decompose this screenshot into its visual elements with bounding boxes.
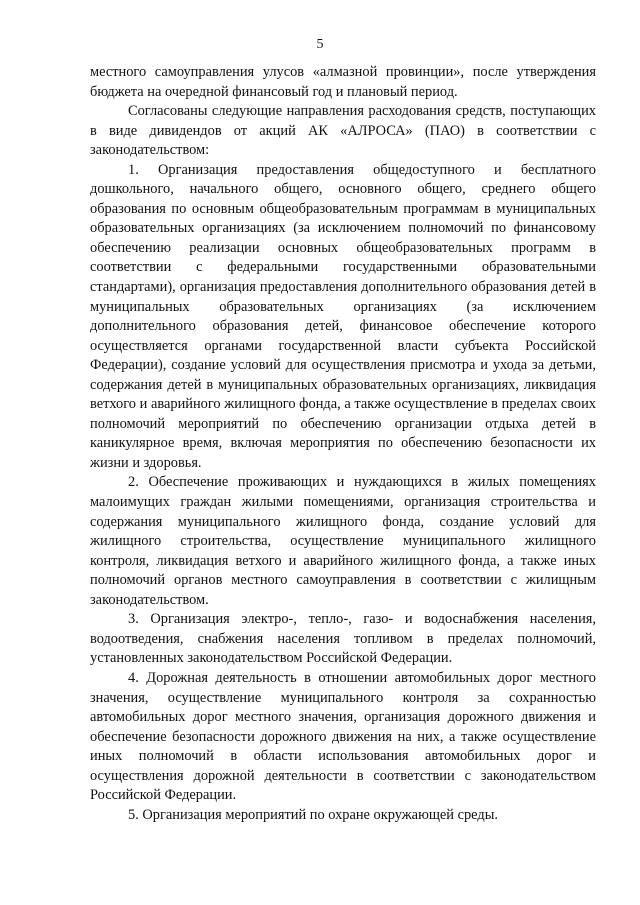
paragraph-continuation: местного самоуправления улусов «алмазной провинции», после утверждения бюджета на очередной финансовый год и плановый период. (90, 64, 596, 100)
list-item-3: 3. Организация электро-, тепло-, газо- и водоснабжения населения, водоотведения, снабжения населения топливом в пределах полномочий, установленных законодательством Российской Федерации. (90, 611, 596, 667)
list-item-2: 2. Обеспечение проживающих и нуждающихся в жилых помещениях малоимущих граждан жилыми помещениями, организация строительства и содержания муниципального жилищного фонда, создание условий для жилищного строительства, осуществление муниципального жилищного контроля, ликвидация ветхого и аварийного жилищного фонда, а также иных полномочий органов местного самоуправления в соответствии с жилищным законодательством. (90, 474, 596, 608)
paragraph-intro: Согласованы следующие направления расходования средств, поступающих в виде дивидендов от акций АК «АЛРОСА» (ПАО) в соответствии с законодательством: (90, 103, 596, 159)
list-item-1: 1. Организация предоставления общедоступного и бесплатного дошкольного, начального общего, основного общего, среднего общего образования по основным общеобразовательным программам в муниципальных образовательных организациях (за исключением полномочий по финансовому обеспечению реализации основных общеобразовательных программ в соответствии с федеральными государственными образовательными стандартами), организация предоставления дополнительного образования детей в муниципальных образовательных организациях (за исключением дополнительного образования детей, финансовое обеспечение которого осуществляется органами государственной власти субъекта Российской Федерации), создание условий для осуществления присмотра и ухода за детьми, содержания детей в муниципальных образовательных организациях, ликвидация ветхого и аварийного жилищного фонда, а также осуществление в пределах своих полномочий мероприятий по обеспечению организации отдыха детей в каникулярное время, включая мероприятия по обеспечению безопасности их жизни и здоровья. (90, 161, 596, 471)
list-item-4: 4. Дорожная деятельность в отношении автомобильных дорог местного значения, осуществление муниципального контроля за сохранностью автомобильных дорог местного значения, организация дорожного движения и обеспечение безопасности дорожного движения на них, а также осуществление иных полномочий в области использования автомобильных дорог и осуществления дорожной деятельности в соответствии с законодательством Российской Федерации. (90, 669, 596, 804)
page-number: 5 (316, 37, 324, 52)
list-item-5: 5. Организация мероприятий по охране окружающей среды. (128, 806, 498, 823)
document-body (90, 63, 596, 825)
